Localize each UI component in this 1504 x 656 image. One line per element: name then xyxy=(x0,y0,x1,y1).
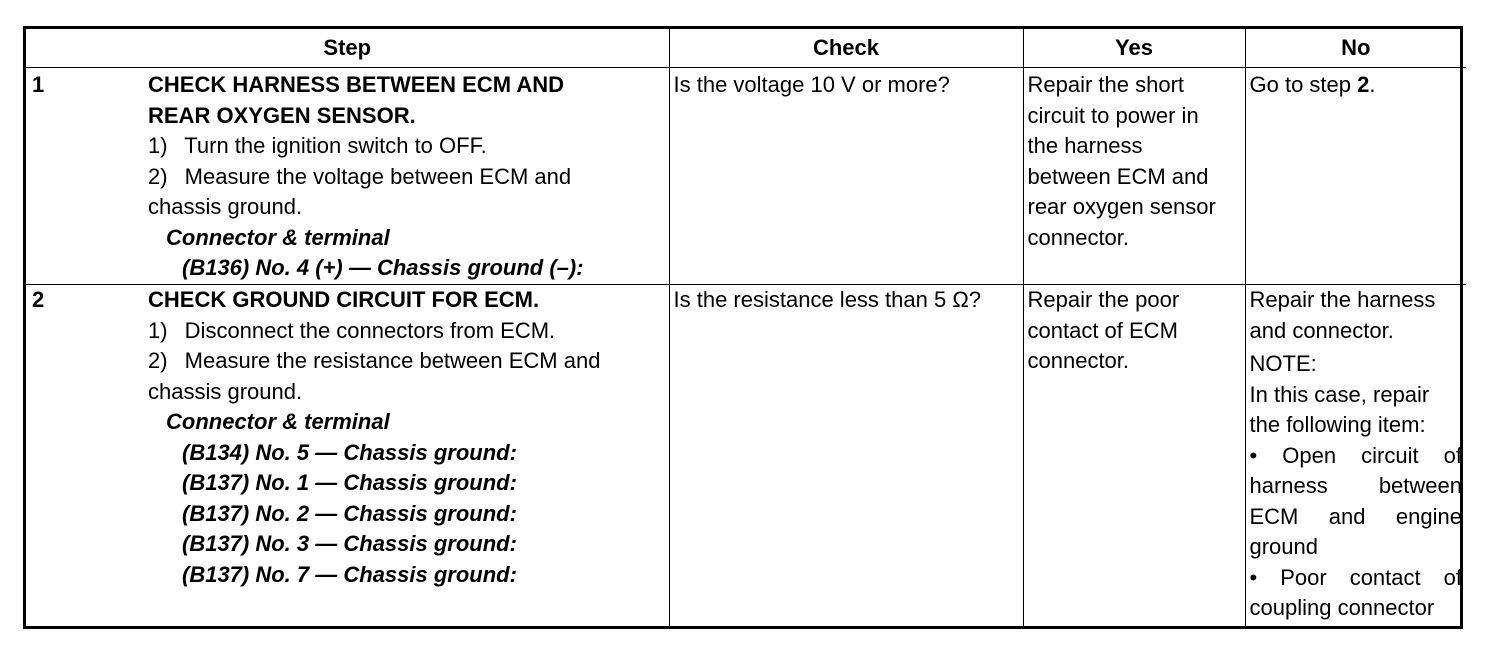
substep: chassis ground. xyxy=(148,194,303,219)
table-header-row xyxy=(26,29,1466,68)
yes-cell xyxy=(1023,285,1245,627)
yes-text: rear oxygen sensor xyxy=(1027,194,1216,219)
no-cell xyxy=(1245,68,1466,285)
step-number: 1 xyxy=(26,68,148,285)
substep: chassis ground. xyxy=(148,378,303,404)
no-text: . xyxy=(1369,72,1376,97)
yes-text: circuit to power in xyxy=(1027,102,1199,128)
connector-heading: Connector & terminal xyxy=(166,409,390,434)
connector-heading: Connector & terminal xyxy=(166,224,390,250)
no-cell xyxy=(1245,285,1466,627)
substep: 1) Turn the ignition switch to OFF. xyxy=(148,133,487,158)
no-text: Repair the harness xyxy=(1249,287,1436,312)
substep: 2) Measure the resistance between ECM and xyxy=(148,348,601,373)
header-yes: Yes xyxy=(1023,29,1245,68)
diagnostic-procedure-table xyxy=(26,29,1466,626)
yes-text: the harness xyxy=(1027,133,1143,158)
note-text: In this case, repair xyxy=(1249,381,1430,407)
connector-terminal: (B137) No. 3 — Chassis ground: xyxy=(182,531,517,556)
note-text: the following item: xyxy=(1249,412,1426,437)
connector-terminal: (B137) No. 1 — Chassis ground: xyxy=(182,470,517,495)
connector-terminal: (B134) No. 5 — Chassis ground: xyxy=(182,439,517,465)
yes-text: connector. xyxy=(1027,348,1130,373)
yes-text: Repair the poor xyxy=(1027,287,1180,312)
step-title: CHECK GROUND CIRCUIT FOR ECM. xyxy=(148,287,540,312)
yes-cell xyxy=(1023,68,1245,285)
note-label: NOTE: xyxy=(1249,351,1317,376)
step-number: 2 xyxy=(26,285,148,627)
step-description xyxy=(148,68,669,285)
substep: 2) Measure the voltage between ECM and xyxy=(148,163,572,189)
note-bullet: • Open circuit of harness between ECM and engine ground xyxy=(1249,442,1462,559)
connector-terminal: (B136) No. 4 (+) — Chassis ground (–): xyxy=(182,255,584,280)
yes-text: contact of ECM xyxy=(1027,317,1178,343)
header-step: Step xyxy=(26,29,669,68)
header-check: Check xyxy=(669,29,1023,68)
table-row xyxy=(26,285,1466,627)
table-row xyxy=(26,68,1466,285)
check-cell: Is the voltage 10 V or more? xyxy=(669,68,1023,285)
header-no: No xyxy=(1245,29,1466,68)
step-title: CHECK HARNESS BETWEEN ECM AND xyxy=(148,72,564,97)
diagnostic-table-frame xyxy=(23,26,1463,629)
connector-terminal: (B137) No. 2 — Chassis ground: xyxy=(182,500,517,526)
yes-text: connector. xyxy=(1027,224,1130,250)
note-bullet: • Poor contact of coupling connector xyxy=(1249,564,1462,620)
yes-text: Repair the short xyxy=(1027,72,1185,97)
step-title: REAR OXYGEN SENSOR. xyxy=(148,102,416,128)
check-cell: Is the resistance less than 5 Ω? xyxy=(669,285,1023,627)
yes-text: between ECM and xyxy=(1027,163,1209,189)
substep: 1) Disconnect the connectors from ECM. xyxy=(148,317,556,343)
no-text: Go to step xyxy=(1249,72,1358,97)
connector-terminal: (B137) No. 7 — Chassis ground: xyxy=(182,561,517,587)
no-step-ref: 2 xyxy=(1357,72,1370,97)
no-text: and connector. xyxy=(1249,317,1394,343)
step-description xyxy=(148,285,669,627)
